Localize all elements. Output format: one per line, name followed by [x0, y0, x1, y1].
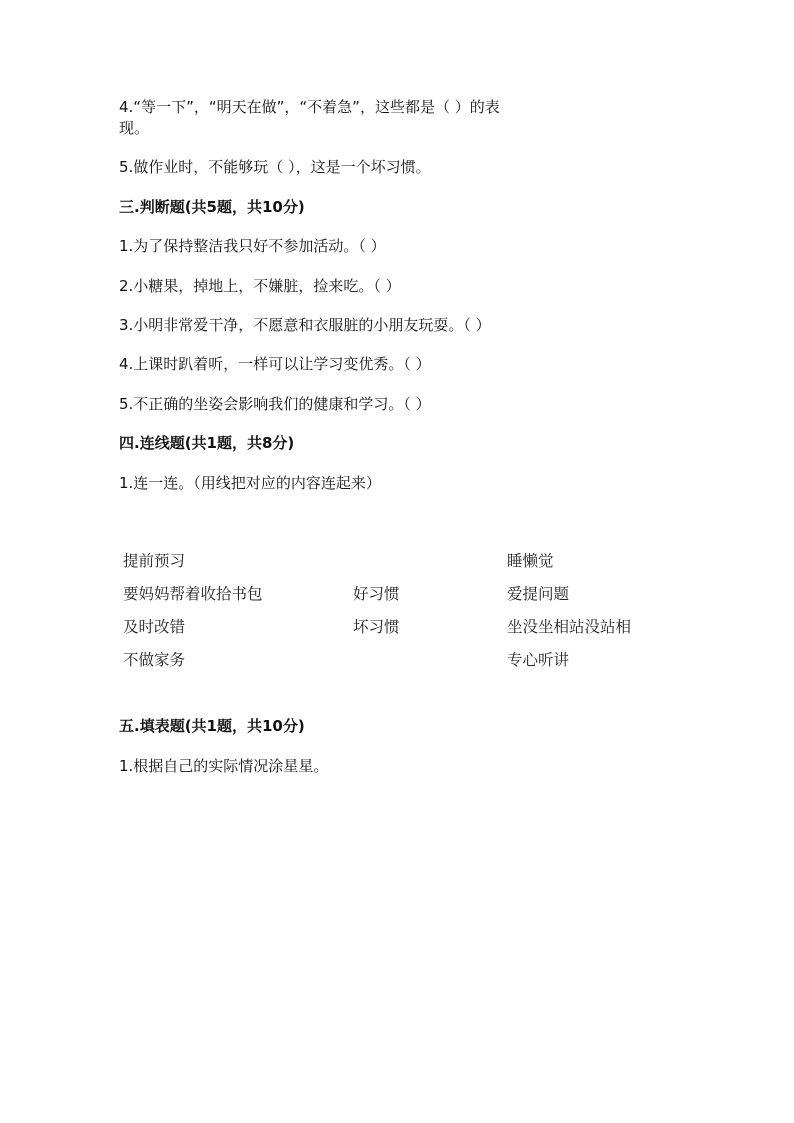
section-3-heading: 三.判断题(共5题，共10分): [119, 198, 305, 216]
judgment-item-2: 2.小糖果，掉地上，不嫌脏，捡来吃。（ ）: [119, 277, 401, 295]
matching-question: 1.连一连。（用线把对应的内容连起来）: [119, 474, 381, 492]
left-item-1: 提前预习: [123, 552, 186, 570]
section-5-heading: 五.填表题(共1题，共10分): [119, 717, 305, 735]
left-item-2: 要妈妈帮着收拾书包: [123, 585, 263, 603]
judgment-item-1: 1.为了保持整洁我只好不参加活动。（ ）: [119, 237, 386, 255]
question-4-line-1: 4.“等一下”，“明天在做”，“不着急”，这些都是（ ）的表: [119, 98, 500, 116]
left-item-4: 不做家务: [123, 651, 186, 669]
middle-item-2: 坏习惯: [353, 618, 400, 636]
section-4-heading: 四.连线题(共1题，共8分): [119, 434, 295, 452]
right-item-4: 专心听讲: [507, 651, 570, 669]
judgment-item-3: 3.小明非常爱干净，不愿意和衣服脏的小朋友玩耍。（ ）: [119, 316, 491, 334]
left-item-3: 及时改错: [123, 618, 186, 636]
middle-item-1: 好习惯: [353, 585, 400, 603]
fill-table-question: 1.根据自己的实际情况涂星星。: [119, 757, 329, 775]
judgment-item-4: 4.上课时趴着听，一样可以让学习变优秀。（ ）: [119, 355, 431, 373]
question-4-line-2: 现。: [119, 119, 150, 137]
right-item-1: 睡懒觉: [507, 552, 554, 570]
right-item-3: 坐没坐相站没站相: [507, 618, 632, 636]
judgment-item-5: 5.不正确的坐姿会影响我们的健康和学习。（ ）: [119, 395, 431, 413]
right-item-2: 爱提问题: [507, 585, 570, 603]
question-5: 5.做作业时，不能够玩（ ），这是一个坏习惯。: [119, 158, 431, 176]
